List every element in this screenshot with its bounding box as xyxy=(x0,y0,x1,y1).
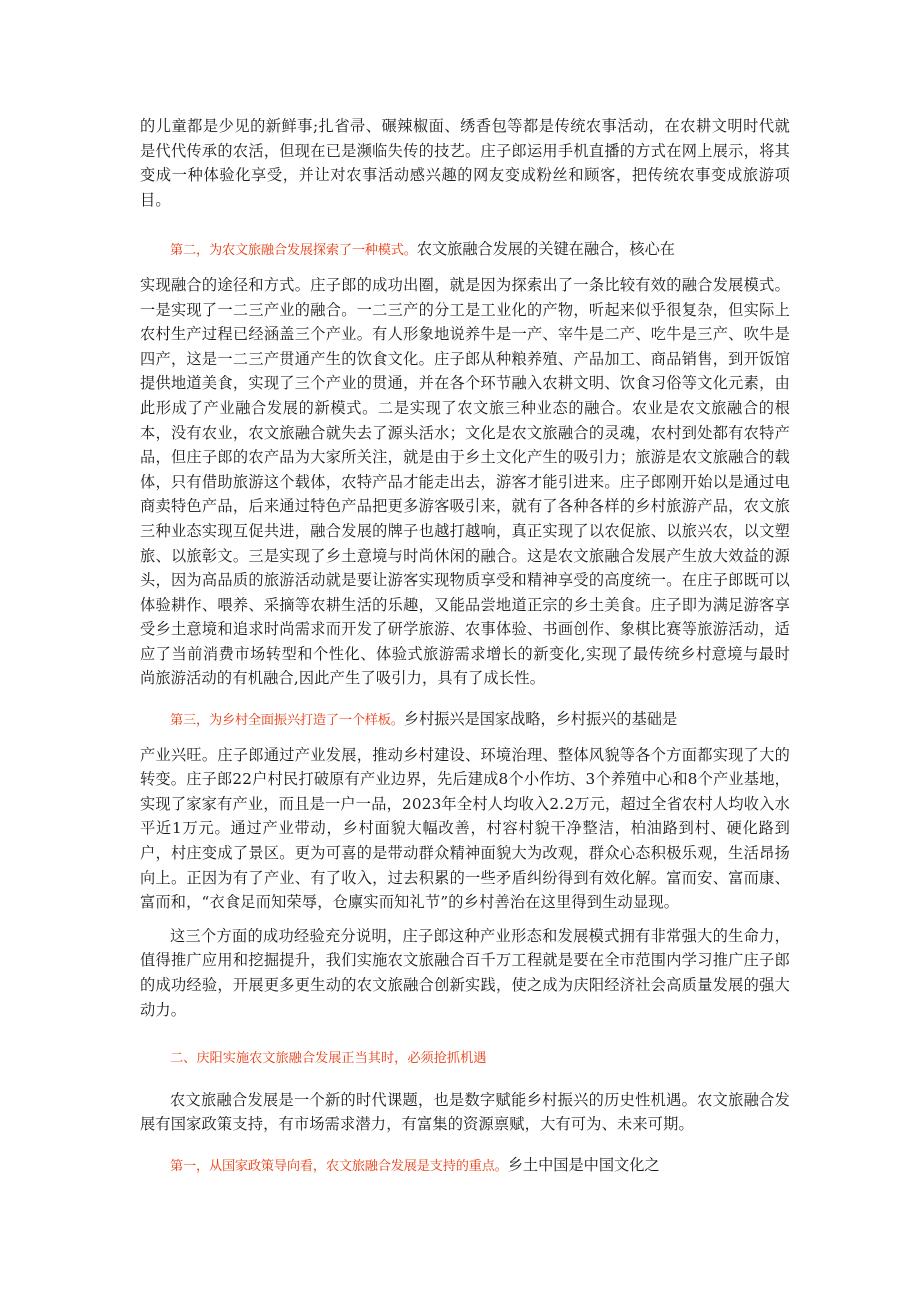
section-third-body: 产业兴旺。庄子郎通过产业发展，推动乡村建设、环境治理、整体风貌等各个方面都实现了大的转变。庄子郎22户村民打破原有产业边界，先后建成8个小作坊、3个养殖中心和8个产业基地，实现了家家有产业，而且是一户一品，2023年全村人均收入2.2万元，超过全省农村人均收入水平近1万元。通过产业带动，乡村面貌大幅改善，村容村貌干净整洁，柏油路到村、硬化路到户，村庄变成了景区。更为可喜的是带动群众精神面貌大为改观，群众心态积极乐观，生活昂扬向上。正因为有了产业、有了收入，过去积累的一些矛盾纠纷得到有效化解。富而安、富而康、富而和，“衣食足而知荣辱，仓廪实而知礼节”的乡村善治在这里得到生动显现。 xyxy=(140,745,790,912)
section-third-heading: 第三，为乡村全面振兴打造了一个样板。 xyxy=(170,713,404,729)
summary-paragraph: 这三个方面的成功经验充分说明，庄子郎这种产业形态和发展模式拥有非常强大的生命力，值得推广应用和挖掘提升，我们实施农文旅融合百千万工程就是要在全市范围内学习推广庄子郎的成功经验，开展更多更生动的农文旅融合创新实践，使之成为庆阳经济社会高质量发展的强大动力。 xyxy=(140,926,790,1019)
section-two-heading: 二、庆阳实施农文旅融合发展正当其时，必须抢抓机遇 xyxy=(170,1051,487,1067)
section-third-lead-text: 乡村振兴是国家战略，乡村振兴的基础是 xyxy=(403,710,678,729)
section-first-heading: 第一，从国家政策导向看，农文旅融合发展是支持的重点。 xyxy=(170,1158,508,1174)
section-second-lead xyxy=(140,237,790,264)
section-second-body: 实现融合的途径和方式。庄子郎的成功出圈，就是因为探索出了一条比较有效的融合发展模式。一是实现了一二三产业的融合。一二三产的分工是工业化的产物，听起来似乎很复杂，但实际上农村生产过程已经涵盖三个产业。有人形象地说养牛是一产、宰牛是二产、吃牛是三产、吹牛是四产，这是一二三产贯通产生的饮食文化。庄子郎从种粮养殖、产品加工、商品销售，到开饭馆提供地道美食，实现了三个产业的贯通，并在各个环节融入农耕文明、饮食习俗等文化元素，由此形成了产业融合发展的新模式。二是实现了农文旅三种业态的融合。农业是农文旅融合的根本，没有农业，农文旅融合就失去了源头活水；文化是农文旅融合的灵魂，农村到处都有农特产品，但庄子郎的农产品为大家所关注，就是由于乡土文化产生的吸引力；旅游是农文旅融合的载体，只有借助旅游这个载体，农特产品才能走出去，游客才能引进来。庄子郎刚开始以是通过电商卖特色产品，后来通过特色产品把更多游客吸引来，就有了各种各样的乡村旅游产品，农文旅三种业态实现互促共进，融合发展的牌子也越打越响，真正实现了以农促旅、以旅兴农，以文塑旅、以旅彰文。三是实现了乡土意境与时尚休闲的融合。这是农文旅融合发展产生放大效益的源头，因为高品质的旅游活动就是要让游客实现物质享受和精神享受的高度统一。在庄子郎既可以体验耕作、喂养、采摘等农耕生活的乐趣，又能品尝地道正宗的乡土美食。庄子即为满足游客享受乡土意境和追求时尚需求而开发了研学旅游、农事体验、书画创作、象棋比赛等旅游活动，适应了当前消费市场转型和个性化、体验式旅游需求增长的新变化,实现了最传统乡村意境与最时尚旅游活动的有机融合,因此产生了吸引力，具有了成长性。 xyxy=(140,275,790,688)
section-first-lead-text: 乡土中国是中国文化之 xyxy=(507,1155,660,1174)
document-page xyxy=(140,114,790,1180)
section-two-paragraph: 农文旅融合发展是一个新的时代课题，也是数字赋能乡村振兴的历史性机遇。农文旅融合发展有国家政策支持，有市场需求潜力，有富集的资源禀赋，大有可为、未来可期。 xyxy=(140,1090,790,1134)
intro-paragraph: 的儿童都是少见的新鲜事;扎省帚、碾辣椒面、绣香包等都是传统农事活动，在农耕文明时代就是代代传承的农活，但现在已是濒临失传的技艺。庄子郎运用手机直播的方式在网上展示，将其变成一种体验化享受，并让对农事活动感兴趣的网友变成粉丝和顾客，把传统农事变成旅游项目。 xyxy=(140,117,790,209)
section-third-lead xyxy=(140,707,790,734)
section-second-lead-text: 农文旅融合发展的关键在融合，核心在 xyxy=(416,240,675,259)
section-second-heading: 第二，为农文旅融合发展探索了一种模式。 xyxy=(170,243,417,259)
section-first-lead xyxy=(140,1153,790,1180)
